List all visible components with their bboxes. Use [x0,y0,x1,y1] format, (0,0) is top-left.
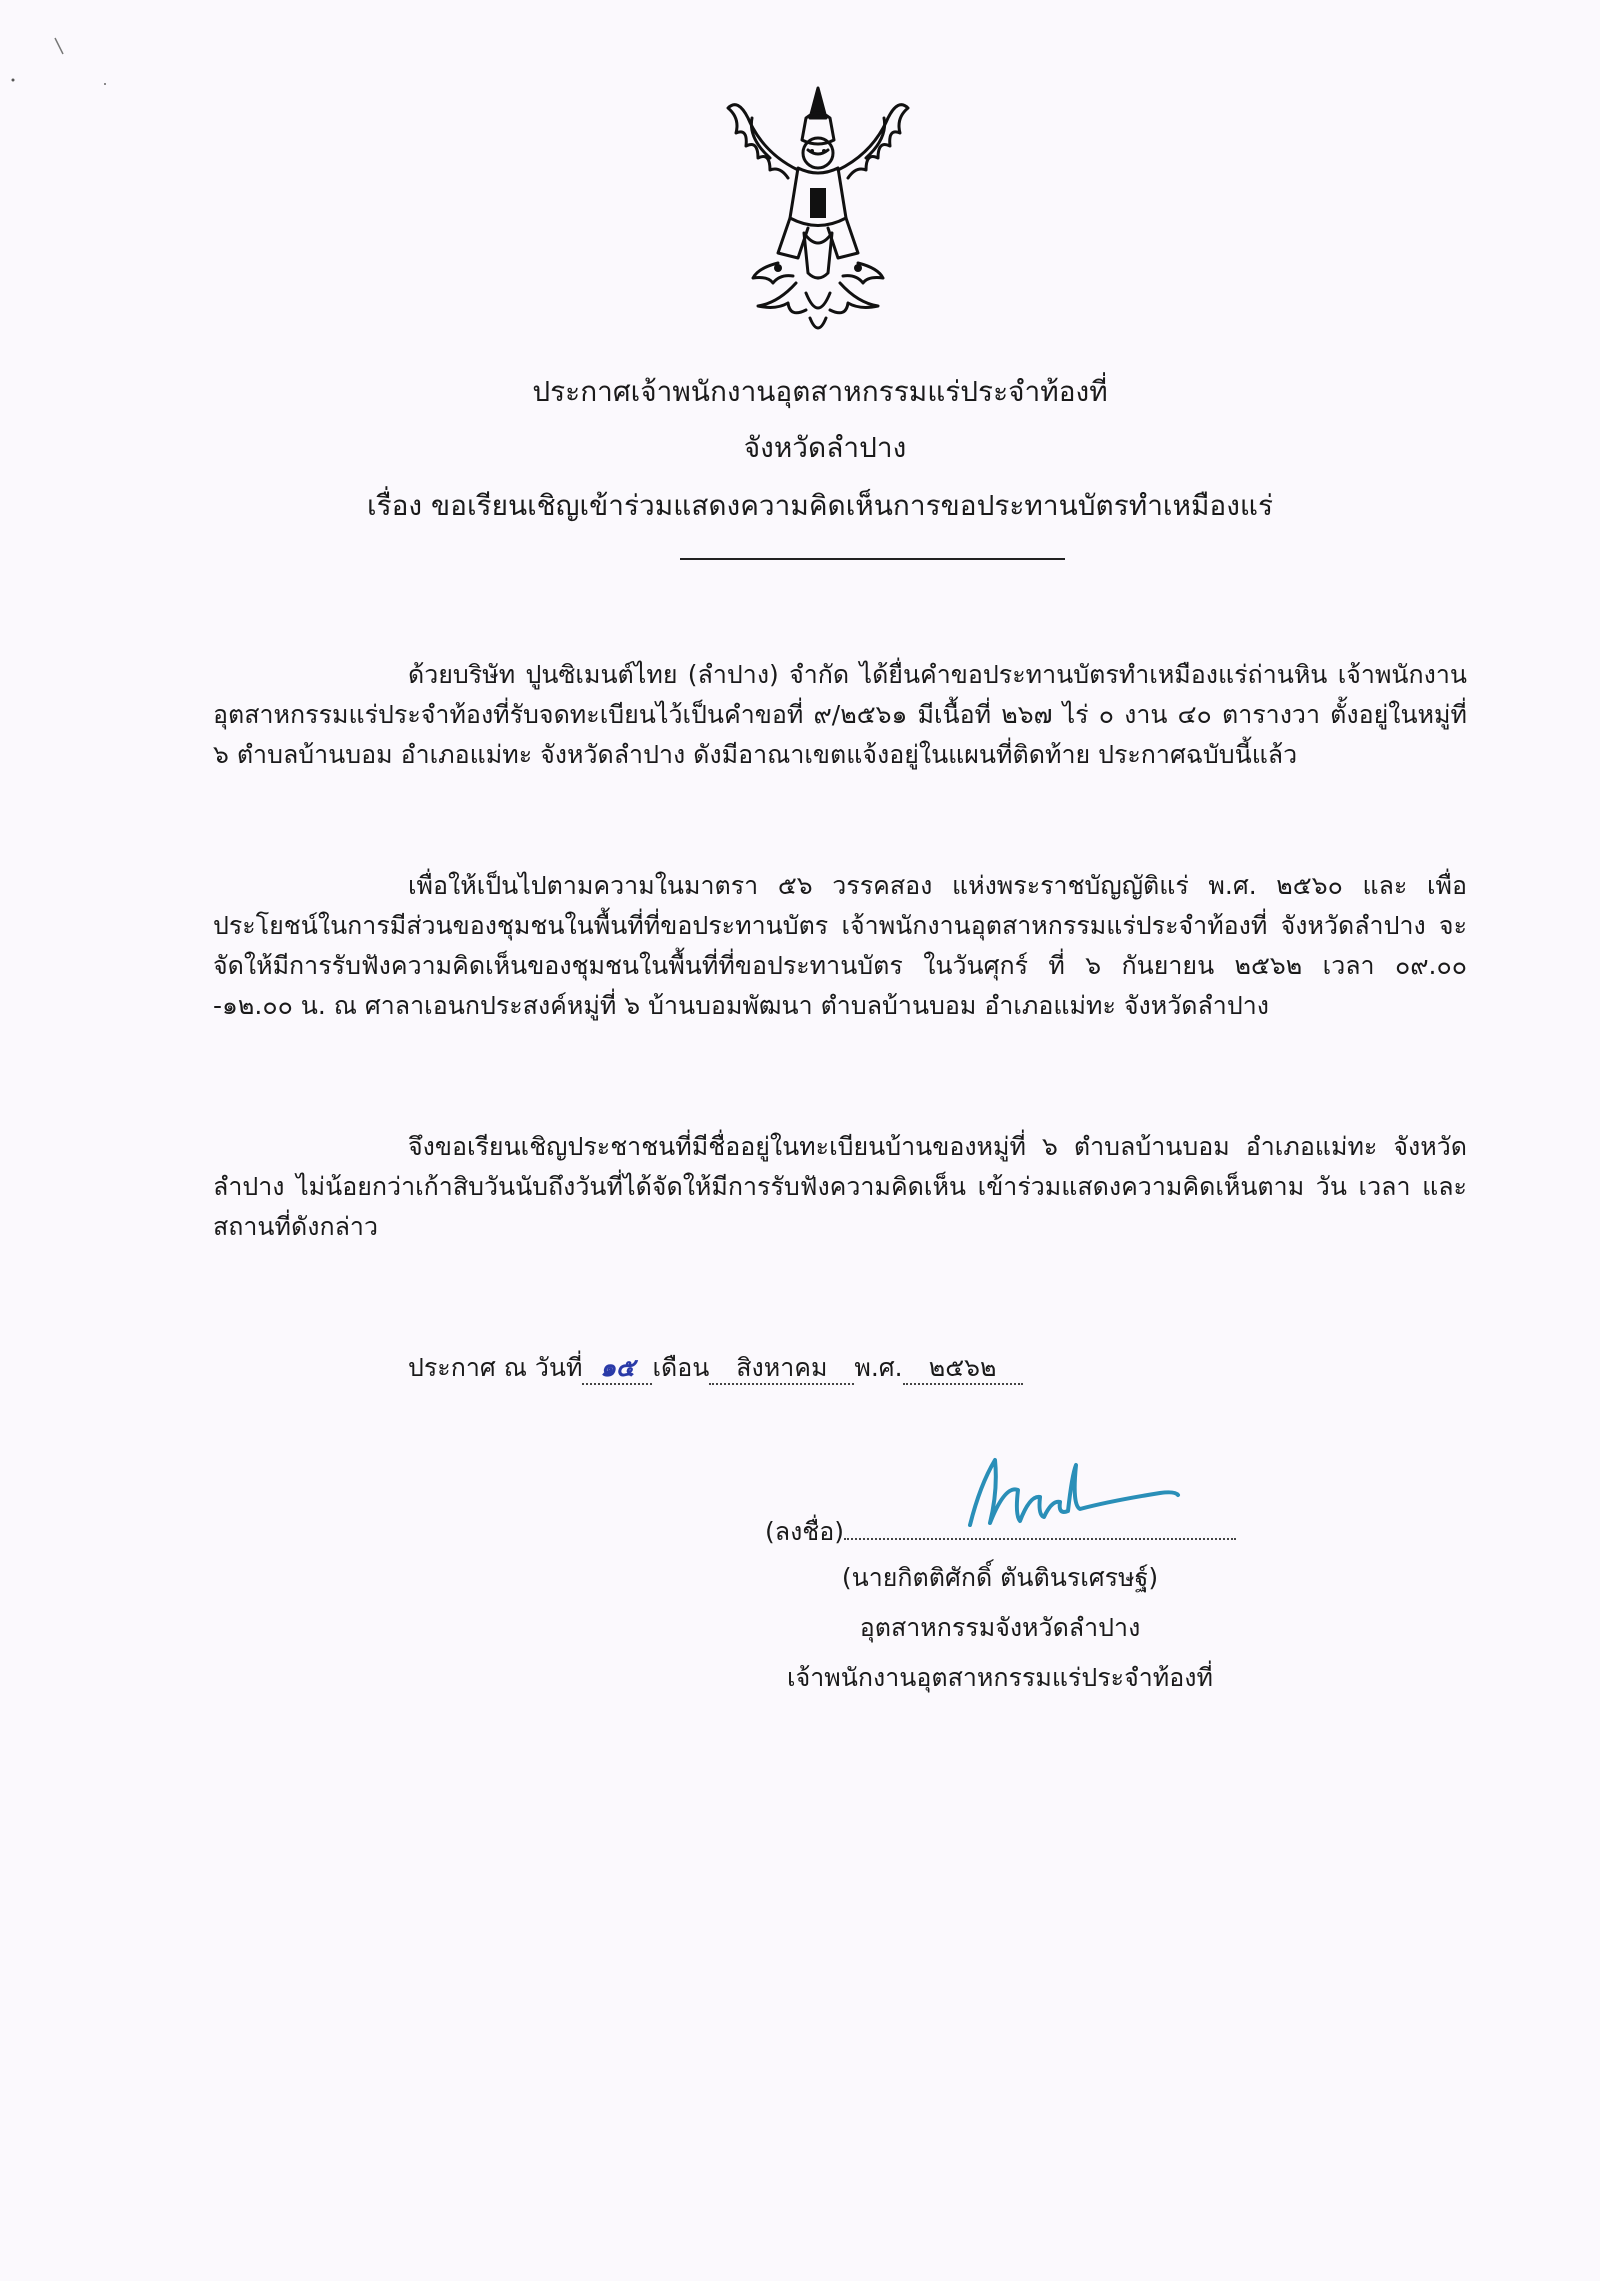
signer-position-2: เจ้าพนักงานอุตสาหกรรมแร่ประจำท้องที่ [787,1663,1213,1692]
signer-name: (นายกิตติศักดิ์ ตันตินรเศรษฐ์) [841,1563,1159,1592]
sign-label: (ลงชื่อ) [765,1517,845,1546]
title-underline [680,558,1065,560]
signature-line [765,1512,1236,1552]
year-label: พ.ศ. [854,1353,903,1382]
body-paragraph-1: ด้วยบริษัท ปูนซิเมนต์ไทย (ลำปาง) จำกัด ได้ยื่นคำขอประทานบัตรทำเหมืองแร่ถ่านหิน เจ้าพนักงานอุตสาหกรรมแร่ประจำท้องที่รับจดทะเบียนไว้เป็นคำขอที่ ๙/๒๕๖๑ มีเนื้อที่ ๒๖๗ ไร่ ๐ งาน ๔๐ ตารางวา ตั้งอยู่ในหมู่ที่ ๖ ตำบลบ้านบอม อำเภอแม่ทะ จังหวัดลำปาง ดังมีอาณาเขตแจ้งอยู่ในแผนที่ติดท้าย ประกาศฉบับนี้แล้ว [213,660,1467,769]
date-day: ๑๕ [582,1353,652,1385]
date-prefix: ประกาศ ณ วันที่ [408,1353,583,1382]
signature-dotted-line [844,1512,1236,1540]
date-month: สิงหาคม [709,1353,854,1385]
scan-speck-marks [5,20,125,140]
signer-position-1: อุตสาหกรรมจังหวัดลำปาง [859,1613,1141,1642]
body-paragraph-2: เพื่อให้เป็นไปตามความในมาตรา ๕๖ วรรคสอง แห่งพระราชบัญญัติแร่ พ.ศ. ๒๕๖๐ และ เพื่อประโยชน์ในการมีส่วนของชุมชนในพื้นที่ที่ขอประทานบัตร เจ้าพนักงานอุตสาหกรรมแร่ประจำท้องที่ จังหวัดลำปาง จะจัดให้มีการรับฟังความคิดเห็นของชุมชนในพื้นที่ที่ขอประทานบัตร ในวันศุกร์ ที่ ๖ กันยายน ๒๕๖๒ เวลา ๐๙.๐๐ -๑๒.๐๐ น. ณ ศาลาเอนกประสงค์หมู่ที่ ๖ บ้านบอมพัฒนา ตำบลบ้านบอม อำเภอแม่ทะ จังหวัดลำปาง [213,871,1467,1020]
announcement-date [408,1348,1023,1388]
announcement-title: ประกาศเจ้าพนักงานอุตสาหกรรมแร่ประจำท้องที่ [532,375,1108,408]
body-paragraph-3: จึงขอเรียนเชิญประชาชนที่มีชื่ออยู่ในทะเบียนบ้านของหมู่ที่ ๖ ตำบลบ้านบอม อำเภอแม่ทะ จังหวัดลำปาง ไม่น้อยกว่าเก้าสิบวันนับถึงวันที่ได้จัดให้มีการรับฟังความคิดเห็น เข้าร่วมแสดงความคิดเห็นตาม วัน เวลา และสถานที่ดังกล่าว [213,1132,1467,1241]
garuda-emblem [718,78,918,340]
month-label: เดือน [652,1353,710,1382]
province-line: จังหวัดลำปาง [743,431,907,464]
date-year: ๒๕๖๒ [903,1353,1023,1385]
subject-line: เรื่อง ขอเรียนเชิญเข้าร่วมแสดงความคิดเห็นการขอประทานบัตรทำเหมืองแร่ [367,489,1273,522]
